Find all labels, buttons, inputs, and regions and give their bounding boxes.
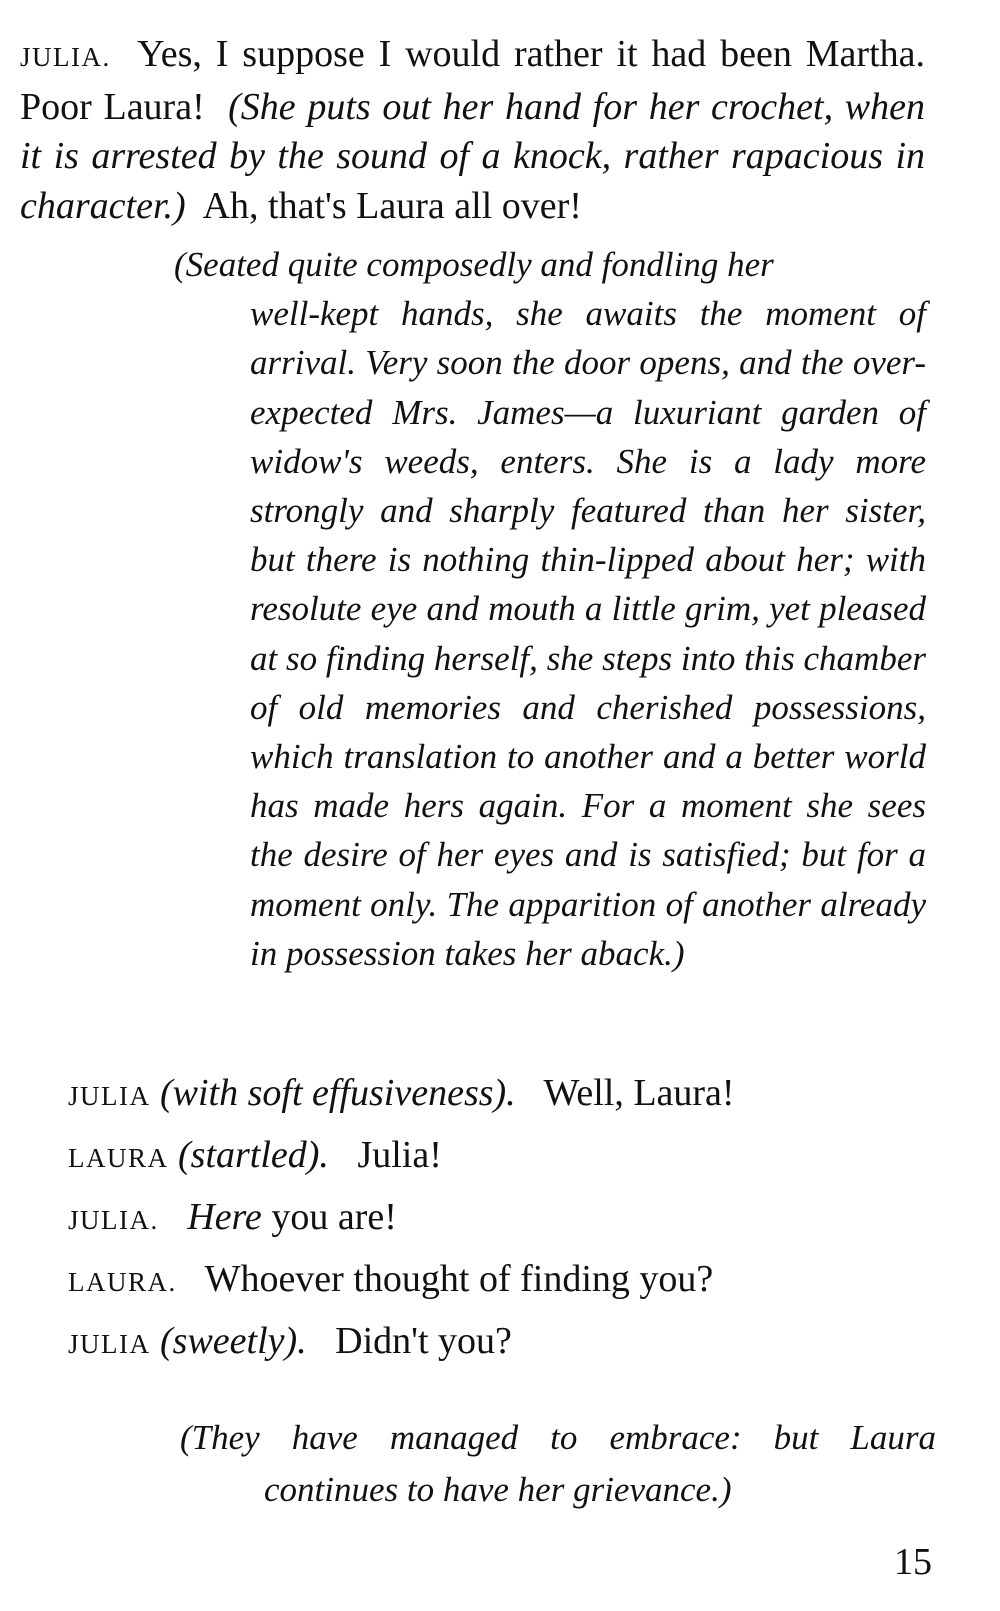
speaker-name: JULIA — [68, 1329, 151, 1359]
speaker-julia: JULIA. — [20, 42, 111, 72]
dialogue-line — [68, 1192, 397, 1245]
stage-direction-body: well-kept hands, she awaits the moment of arrival. Very soon the door opens, and the over-expected Mrs. James—a luxuriant garden of widow's weeds, enters. She is a lady more strongly and sharply featured than her sister, but there is nothing thin-lipped about her; with resolute eye and mouth a little grim, yet pleased at so finding herself, she steps into this chamber of old memories and cherished possessions, which translation to another and a better world has made hers again. For a moment she sees the desire of her eyes and is satisfied; but for a moment only. The apparition of another already in possession takes her aback.) — [250, 294, 926, 973]
dialogue-text: Didn't you? — [335, 1320, 512, 1362]
dialogue-line — [68, 1316, 512, 1369]
stage-direction-arrival — [174, 240, 926, 978]
stage-direction-embrace — [180, 1412, 936, 1516]
julia-line-2: Ah, that's Laura all over! — [202, 184, 582, 227]
emphasis: Here — [187, 1196, 262, 1238]
dialogue-line — [68, 1068, 735, 1121]
dialogue-text: you are! — [271, 1196, 397, 1238]
stage-direction: (startled). — [178, 1134, 329, 1176]
stage-direction: (sweetly). — [160, 1320, 307, 1362]
stage-direction-knock: (She puts out her hand for her crochet, when it is arrested by the sound of a knock, rather rapacious in character.) — [20, 85, 925, 227]
dialogue-text: Whoever thought of finding you? — [204, 1258, 714, 1300]
stage-direction-line-1: (They have managed to embrace: but Laura — [180, 1418, 936, 1457]
dialogue-text: Well, Laura! — [543, 1072, 735, 1114]
speaker-name: LAURA — [68, 1143, 169, 1173]
julia-line: Yes, I suppose I would rather it had been Martha. Poor Laura! — [20, 33, 926, 128]
dialogue-text: Julia! — [357, 1134, 442, 1176]
speaker-name: JULIA. — [68, 1205, 159, 1235]
speaker-name: JULIA — [68, 1081, 151, 1111]
stage-direction-first-line: (Seated quite composedly and fondling her — [174, 245, 774, 284]
speaker-name: LAURA. — [68, 1267, 177, 1297]
stage-direction-line-2: continues to have her grievance.) — [264, 1470, 732, 1509]
dialogue-line — [68, 1254, 713, 1307]
page-number: 15 — [894, 1541, 932, 1583]
dialogue-line — [68, 1130, 442, 1183]
opening-paragraph — [20, 30, 925, 231]
stage-direction: (with soft effusiveness). — [160, 1072, 516, 1114]
